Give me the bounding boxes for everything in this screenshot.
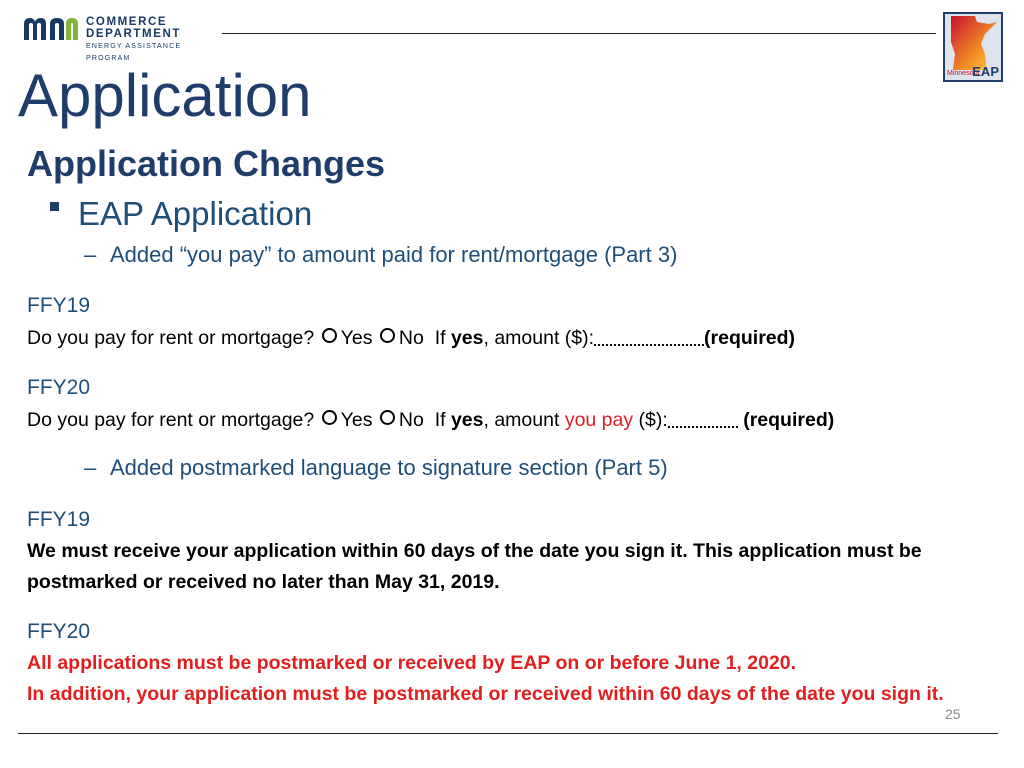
yes-label: Yes [340,327,373,349]
yes-bold: yes [450,409,484,431]
ffy20-signature-line1: All applications must be postmarked or received by EAP on or before June 1, 2020. [27,652,797,674]
ffy19-label: FFY19 [27,294,91,317]
currency-label: ($): [638,409,668,431]
logo-line-1: COMMERCE [86,16,168,28]
if-label: If [434,409,446,431]
amount-label: , amount [483,409,560,431]
ffy19-signature-text: We must receive your application within 60 days of the date you sign it. This application must be postmarked or received no later than May 31, 2019. [27,540,922,593]
commerce-department-logo [22,14,222,62]
section-heading: Application Changes [27,143,386,184]
dash-marker: – [84,242,97,267]
sub-bullet-2 [84,453,668,483]
badge-state-label: Minnesota [947,70,980,77]
dash-marker: – [84,455,97,480]
footer-divider [18,733,998,734]
page-number: 25 [945,706,961,722]
sub-bullet-1-text: Added “you pay” to amount paid for rent/mortgage (Part 3) [110,242,678,267]
yes-radio-icon [322,328,337,343]
question-text: Do you pay for rent or mortgage? [27,409,315,431]
yes-label: Yes [340,409,373,431]
ffy20-signature-line2: In addition, your application must be postmarked or received within 60 days of the date you sign it. [27,683,944,705]
amount-blank [594,342,704,346]
ffy20-sig-label: FFY20 [27,620,91,643]
yes-radio-icon [322,410,337,425]
no-label: No [398,409,424,431]
mn-logo-icon [22,16,82,42]
logo-line-3: ENERGY ASSISTANCE PROGRAM [86,43,182,62]
ffy19-question [27,325,795,351]
required-label: (required) [704,327,796,349]
no-radio-icon [380,410,395,425]
amount-blank [668,424,738,428]
you-pay-highlight: you pay [564,409,634,431]
logo-line-2: DEPARTMENT [86,28,182,40]
page-title: Application [18,62,312,129]
required-label: (required) [743,409,835,431]
ffy20-question [27,407,834,433]
if-label: If [434,327,446,349]
question-text: Do you pay for rent or mortgage? [27,327,315,349]
ffy19-sig-label: FFY19 [27,508,91,531]
sub-bullet-1 [84,240,677,270]
bullet-eap-application: EAP Application [78,195,313,232]
square-bullet-icon [50,202,59,211]
sub-bullet-2-text: Added postmarked language to signature section (Part 5) [110,455,668,480]
amount-label: , amount ($): [483,327,595,349]
badge-eap-label: EAP [972,64,999,79]
no-radio-icon [380,328,395,343]
header-divider [222,33,936,34]
minnesota-eap-badge [943,12,1003,82]
no-label: No [398,327,424,349]
yes-bold: yes [450,327,484,349]
ffy20-label: FFY20 [27,376,91,399]
